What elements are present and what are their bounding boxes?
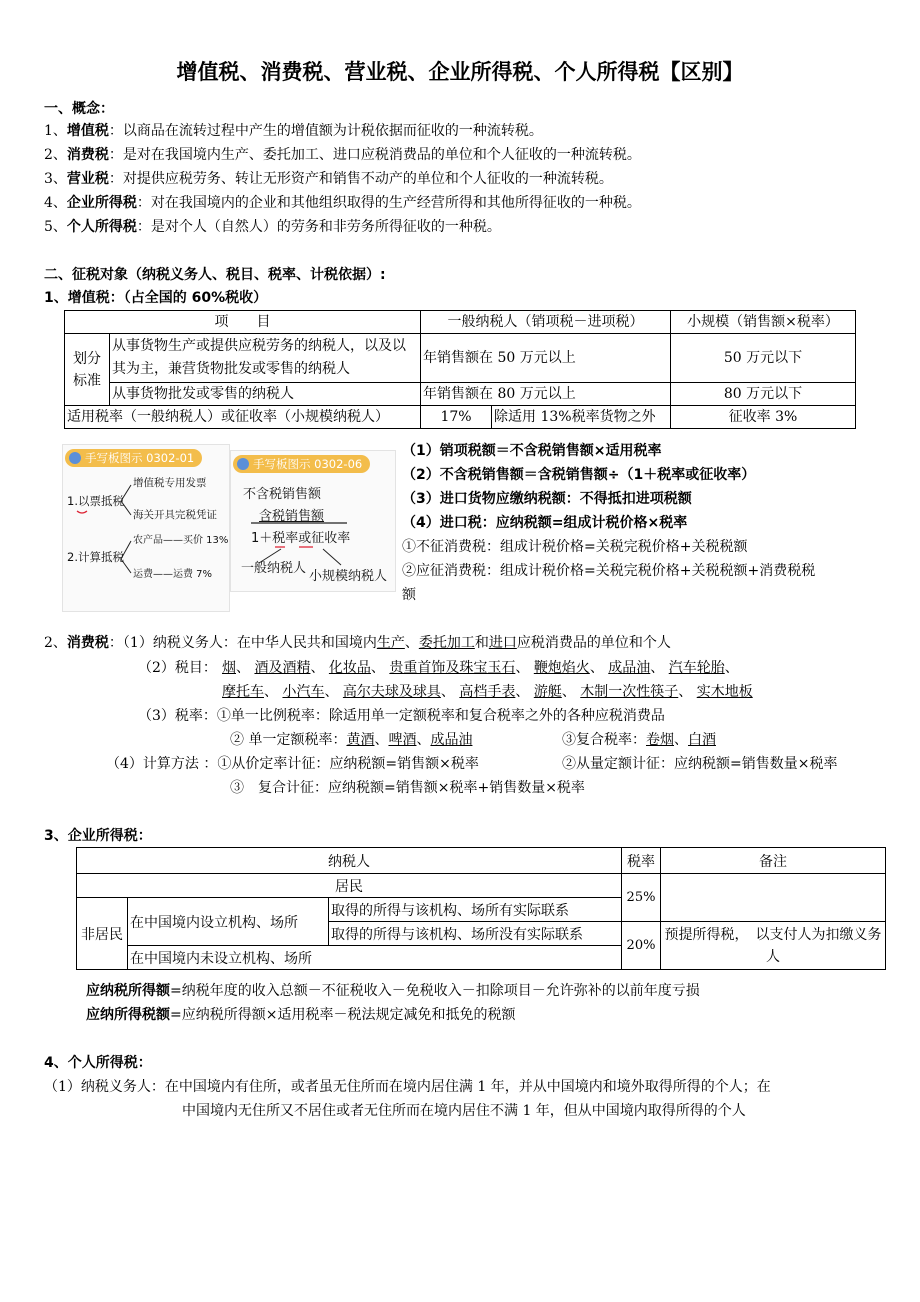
tax-item: 摩托车	[222, 684, 264, 700]
tax-item: 小汽车	[282, 684, 325, 700]
vat-r2-small: 80 万元以下	[671, 383, 856, 406]
tax-item: 实木地板	[696, 684, 753, 700]
cit-formula-taxable-income: 应纳税所得额=纳税年度的收入总额－不征税收入－免税收入－扣除项目－允许弥补的以前年度亏损	[86, 983, 700, 999]
pit-taxpayer-line-1: （1）纳税义务人：在中国境内有住所，或者虽无住所而在境内居住满 1 年，并从中国境内和境外取得所得的个人；在	[44, 1079, 771, 1095]
note-1-customs: 海关开具完税凭证	[133, 509, 217, 521]
consumption-items-row2: 摩托车、 小汽车、 高尔夫球及球具、 高档手表、 游艇、 木制一次性筷子、 实木地板	[222, 684, 753, 700]
formula-output-tax: （1）销项税额＝不含税销售额×适用税率	[402, 443, 662, 459]
note-2-small: 小规模纳税人	[309, 569, 388, 584]
consumption-rate-1: （3）税率：①单一比例税率：除适用单一定额税率和复合税率之外的各种应税消费品	[138, 708, 665, 724]
consumption-calc-1: （4）计算方法 ：①从价定率计征：应纳税额=销售额×税率	[106, 756, 479, 772]
cit-table	[76, 847, 886, 970]
vat-r3-except: 除适用 13%税率货物之外	[492, 406, 671, 429]
cit-note-empty	[661, 874, 886, 922]
cit-heading: 3、企业所得税：	[44, 828, 152, 844]
note-1-agri: 农产品——买价 13%	[133, 535, 229, 546]
vat-header-general: 一般纳税人（销项税－进项税）	[421, 311, 671, 334]
concept-item-cit: 4、企业所得税：对在我国境内的企业和其他组织取得的生产经营所得和其他所得征收的一种税。	[44, 195, 641, 211]
pit-taxpayer-line-2: 中国境内无住所又不居住或者无住所而在境内居住不满 1 年，但从中国境内取得所得的个人	[182, 1103, 746, 1119]
handwriting-note-2	[230, 450, 396, 592]
note-1-vat-invoice: 增值税专用发票	[133, 477, 207, 489]
import-with-consumption: ②应征消费税：组成计税价格=关税完税价格+关税税额+消费税税	[402, 563, 816, 579]
vat-r3-label: 适用税率（一般纳税人）或征收率（小规模纳税人）	[65, 406, 421, 429]
tax-item: 贵重首饰及珠宝玉石	[389, 660, 516, 676]
cit-connected: 取得的所得与该机构、场所有实际联系	[329, 898, 622, 922]
note-1-calc-label: 2.计算抵税	[67, 550, 124, 564]
note-2-denominator: 1＋税率或征收率	[251, 531, 351, 546]
consumption-items-row1: 烟、 酒及酒精、 化妆品、 贵重首饰及珠宝玉石、 鞭炮焰火、 成品油、 汽车轮胎、	[222, 660, 739, 676]
formula-ex-tax-sales: （2）不含税销售额＝含税销售额÷（1＋税率或征收率）	[402, 467, 756, 483]
vat-row-label: 划分标准	[65, 334, 110, 406]
note-1-brackets	[63, 445, 229, 611]
cit-formula-tax-payable: 应纳所得税额=应纳税所得额×适用税率－税法规定减免和抵免的税额	[86, 1007, 516, 1023]
consumption-calc-2: ②从量定额计征：应纳税额=销售数量×税率	[562, 756, 838, 772]
concept-item-consumption: 2、消费税：是对在我国境内生产、委托加工、进口应税消费品的单位和个人征收的一种流转税。	[44, 147, 641, 163]
page-title: 增值税、消费税、营业税、企业所得税、个人所得税【区别】	[176, 60, 744, 84]
tax-item: 化妆品	[328, 660, 371, 676]
note-2-general: 一般纳税人	[241, 561, 307, 576]
formula-import-goods: （3）进口货物应缴纳税额：不得抵扣进项税额	[402, 491, 692, 507]
tax-item: 鞭炮焰火	[533, 660, 590, 676]
vat-header-small: 小规模（销售额×税率）	[671, 311, 856, 334]
import-with-consumption-cont: 额	[402, 587, 416, 603]
cit-not-connected: 取得的所得与该机构、场所没有实际联系	[329, 922, 622, 946]
cit-not-established: 在中国境内未设立机构、场所	[128, 946, 622, 970]
note-1-freight: 运费——运费 7%	[133, 569, 213, 580]
vat-r3-small: 征收率 3%	[671, 406, 856, 429]
vat-r1-desc: 从事货物生产或提供应税劳务的纳税人，以及以其为主，兼营货物批发或零售的纳税人	[110, 334, 421, 383]
cit-resident: 居民	[77, 874, 622, 898]
consumption-rate-3: ③复合税率：卷烟、白酒	[562, 732, 716, 748]
vat-standard-table	[64, 310, 856, 429]
consumption-calc-3: ③ 复合计征：应纳税额=销售额×税率+销售数量×税率	[230, 780, 585, 796]
tax-item: 高档手表	[459, 684, 516, 700]
cit-nonresident: 非居民	[77, 898, 128, 970]
tax-item: 成品油	[608, 660, 651, 676]
tax-item: 游艇	[533, 684, 562, 700]
handwriting-note-1	[62, 444, 230, 612]
vat-r3-rate: 17%	[421, 406, 492, 429]
cit-header-rate: 税率	[622, 848, 661, 874]
cit-header-taxpayer: 纳税人	[77, 848, 622, 874]
tax-item: 酒及酒精	[254, 660, 311, 676]
consumption-taxpayer: 2、消费税：（1）纳税义务人：在中华人民共和国境内生产、委托加工和进口应税消费品的单位和个人	[44, 635, 671, 651]
cit-rate-25: 25%	[622, 874, 661, 922]
note-2-tag: 手写板图示 0302-06	[233, 455, 370, 473]
cit-rate-20: 20%	[622, 922, 661, 970]
note-2-inc-tax: 含税销售额	[259, 509, 325, 524]
concept-item-business: 3、营业税：对提供应税劳务、转让无形资产和销售不动产的单位和个人征收的一种流转税。	[44, 171, 613, 187]
concept-heading: 一、概念：	[44, 101, 114, 117]
cit-header-note: 备注	[661, 848, 886, 874]
vat-header-item: 项 目	[65, 311, 421, 334]
vat-r2-general: 年销售额在 80 万元以上	[421, 383, 671, 406]
pit-heading: 4、个人所得税：	[44, 1055, 152, 1071]
import-no-consumption: ①不征消费税：组成计税价格=关税完税价格+关税税额	[402, 539, 748, 555]
tax-item: 高尔夫球及球具	[342, 684, 441, 700]
note-1-invoice-label: 1.以票抵税	[67, 494, 124, 508]
vat-heading: 1、增值税：（占全国的 60%税收）	[44, 290, 268, 306]
vat-r2-desc: 从事货物批发或零售的纳税人	[110, 383, 421, 406]
consumption-items-label: （2）税目：	[138, 660, 217, 676]
concept-item-vat: 1、增值税：以商品在流转过程中产生的增值额为计税依据而征收的一种流转税。	[44, 123, 543, 139]
cit-withholding-note: 预提所得税， 以支付人为扣缴义务人	[661, 922, 886, 970]
tax-item: 烟	[222, 660, 236, 676]
cit-established: 在中国境内设立机构、场所	[128, 898, 329, 946]
tax-item: 汽车轮胎	[668, 660, 725, 676]
vat-r1-general: 年销售额在 50 万元以上	[421, 334, 671, 383]
concept-item-pit: 5、个人所得税：是对个人（自然人）的劳务和非劳务所得征收的一种税。	[44, 219, 501, 235]
tax-item: 木制一次性筷子	[580, 684, 679, 700]
note-2-ex-tax: 不含税销售额	[243, 487, 322, 502]
vat-r1-small: 50 万元以下	[671, 334, 856, 383]
consumption-rate-2: ② 单一定额税率：黄酒、啤酒、成品油	[230, 732, 473, 748]
formula-import-tax: （4）进口税：应纳税额=组成计税价格×税率	[402, 515, 688, 531]
objects-heading: 二、征税对象（纳税义务人、税目、税率、计税依据）:	[44, 267, 386, 283]
note-1-tag: 手写板图示 0302-01	[65, 449, 202, 467]
